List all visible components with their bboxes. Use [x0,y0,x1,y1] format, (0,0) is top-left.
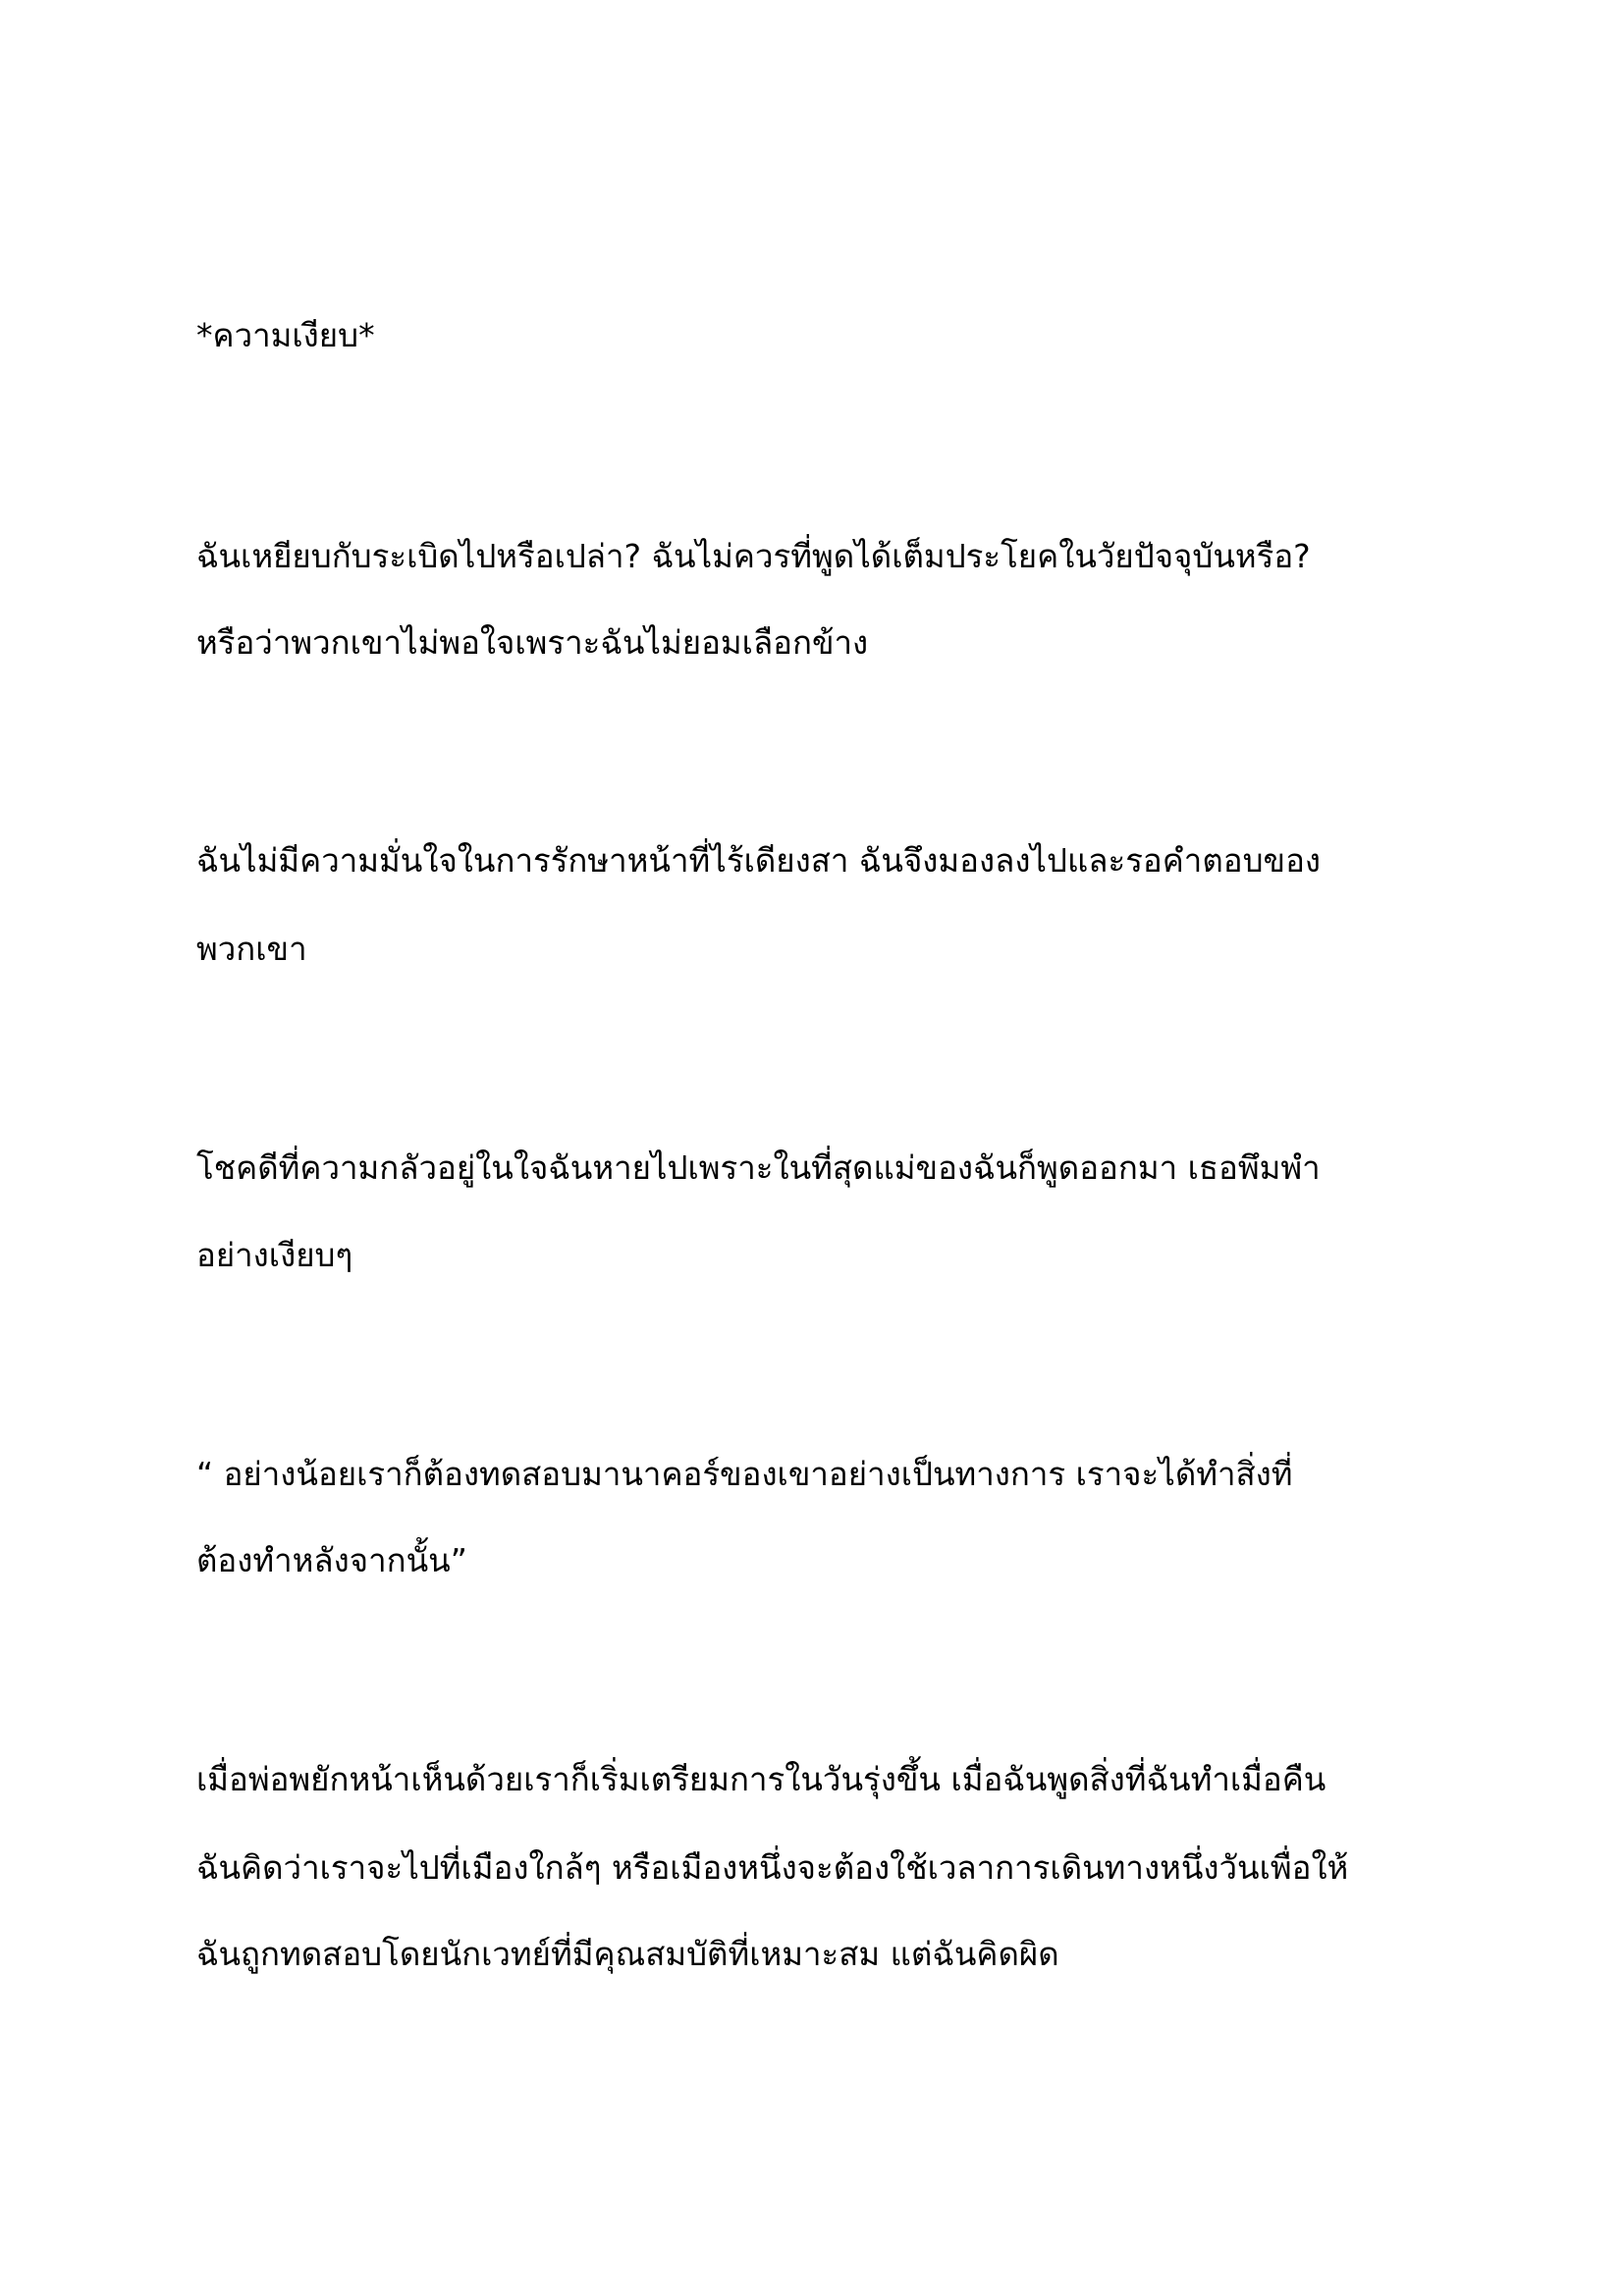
paragraph-3-line-1: โชคดีที่ความกลัวอยู่ในใจฉันหายไปเพราะในที่สุดแม่ของฉันก็พูดออกมา เธอพึมพำ [196,1148,1321,1187]
paragraph-1-line-1: ฉันเหยียบกับระเบิดไปหรือเปล่า? ฉันไม่ควรที่พูดได้เต็มประโยคในวัยปัจจุบันหรือ? [196,537,1311,575]
paragraph-5-line-2: ฉันคิดว่าเราจะไปที่เมืองใกล้ๆ หรือเมืองหนึ่งจะต้องใช้เวลาการเดินทางหนึ่งวันเพื่อให้ [196,1848,1349,1887]
paragraph-5-line-1: เมื่อพ่อพยักหน้าเห็นด้วยเราก็เริ่มเตรียมการในวันรุ่งขึ้น เมื่อฉันพูดสิ่งที่ฉันทำเมื่อคืน [196,1760,1326,1798]
paragraph-2-line-2: พวกเขา [196,930,307,968]
chapter-heading: *ความเงียบ* [196,316,375,354]
paragraph-3-line-2: อย่างเงียบๆ [196,1236,353,1274]
paragraph-2-line-1: ฉันไม่มีความมั่นใจในการรักษาหน้าที่ไร้เดียงสา ฉันจึงมองลงไปและรอคำตอบของ [196,841,1322,880]
paragraph-4-line-2: ต้องทำหลังจากนั้น” [196,1541,467,1579]
paragraph-5-line-3: ฉันถูกทดสอบโดยนักเวทย์ที่มีคุณสมบัติที่เหมาะสม แต่ฉันคิดผิด [196,1935,1059,1973]
paragraph-1-line-2: หรือว่าพวกเขาไม่พอใจเพราะฉันไม่ยอมเลือกข้าง [196,623,869,662]
paragraph-4-line-1: “ อย่างน้อยเราก็ต้องทดสอบมานาคอร์ของเขาอย่างเป็นทางการ เราจะได้ทำสิ่งที่ [196,1455,1293,1493]
